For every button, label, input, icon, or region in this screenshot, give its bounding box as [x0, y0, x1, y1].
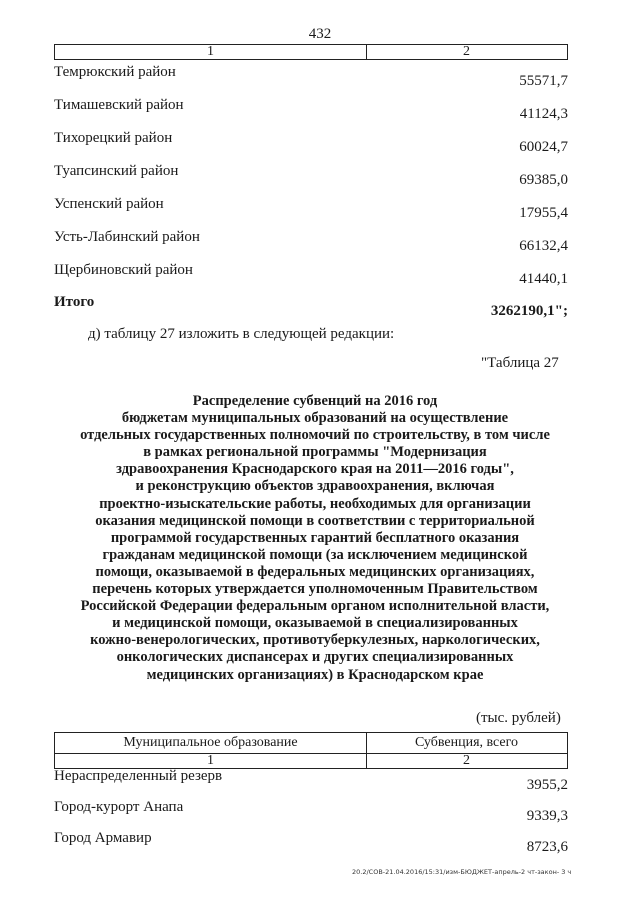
municipality-name: Город Армавир [54, 830, 152, 846]
units-label: (тыс. рублей) [476, 710, 561, 726]
title-line: медицинских организациях) в Краснодарском крае [146, 666, 484, 683]
top-table-header [54, 44, 568, 60]
district-value: 55571,7 [519, 73, 568, 89]
title-line: проектно-изыскательские работы, необходимых для организации [99, 495, 531, 512]
column-number-2: 2 [463, 753, 470, 768]
title-line: в рамках региональной программы "Модернизация [143, 444, 487, 461]
district-value: 60024,7 [519, 139, 568, 155]
title-line: программой государственных гарантий бесплатного оказания [110, 529, 520, 546]
district-name: Щербиновский район [54, 262, 193, 278]
municipality-name: Город-курорт Анапа [54, 799, 184, 815]
district-name: Тихорецкий район [54, 130, 173, 146]
district-value: 41440,1 [519, 271, 568, 287]
column-number-1: 1 [55, 45, 367, 59]
title-line: кожно-венерологических, противотуберкулезных, наркологических, [90, 632, 540, 649]
district-name: Успенский район [54, 196, 164, 212]
total-label: Итого [54, 294, 95, 310]
district-value: 69385,0 [519, 172, 568, 188]
title-line: и реконструкцию объектов здравоохранения, включая [135, 478, 495, 495]
title-line: и медицинской помощи, оказываемой в специализированных [112, 615, 518, 632]
municipality-value: 3955,2 [526, 777, 568, 793]
bottom-table-header [54, 732, 568, 769]
municipality-name: Нераспределенный резерв [54, 768, 223, 784]
column-number-1: 1 [207, 753, 214, 768]
district-name: Усть-Лабинский район [54, 229, 200, 245]
header-row [55, 733, 567, 754]
title-line: гражданам медицинской помощи (за исключением медицинской [102, 546, 528, 563]
district-value: 41124,3 [519, 106, 568, 122]
total-value: 3262190,1"; [490, 303, 568, 319]
title-line: отдельных государственных полномочий по строительству, в том числе [80, 427, 550, 444]
title-line: Распределение субвенций на 2016 год [192, 393, 438, 409]
title-line: оказания медицинской помощи в соответствии с территориальной [95, 512, 535, 529]
title-line: перечень которых утверждается уполномоченным Правительством [92, 581, 538, 598]
title-line: здравоохранения Краснодарского края на 2011—2016 годы", [116, 461, 514, 478]
table-title [50, 393, 580, 684]
municipality-value: 8723,6 [526, 839, 568, 855]
municipality-value: 9339,3 [526, 808, 568, 824]
amendment-paragraph: д) таблицу 27 изложить в следующей редакции: [88, 326, 395, 342]
column-header-municipality: Муниципальное образование [123, 735, 298, 750]
title-line: Российской Федерации федеральным органом исполнительной власти, [80, 598, 550, 615]
document-footer: 20.2/СОВ-21.04.2016/15:31/изм-БЮДЖЕТ-апрель-2 чт-закон- 3 ч [352, 868, 572, 876]
district-name: Темрюкский район [54, 64, 176, 80]
district-value: 66132,4 [519, 238, 568, 254]
column-number-2: 2 [463, 44, 470, 59]
title-line: бюджетам муниципальных образований на осуществление [121, 410, 509, 427]
district-value: 17955,4 [519, 205, 568, 221]
district-name: Тимашевский район [54, 97, 184, 113]
title-line: онкологических диспансерах и других специализированных [116, 649, 514, 666]
column-number-row [55, 753, 567, 768]
title-line: помощи, оказываемой в федеральных медицинских организациях, [95, 563, 535, 580]
table-reference: "Таблица 27 [481, 355, 559, 371]
column-header-subvention: Субвенция, всего [414, 735, 519, 750]
page-number: 432 [308, 26, 332, 42]
district-name: Туапсинский район [54, 163, 179, 179]
